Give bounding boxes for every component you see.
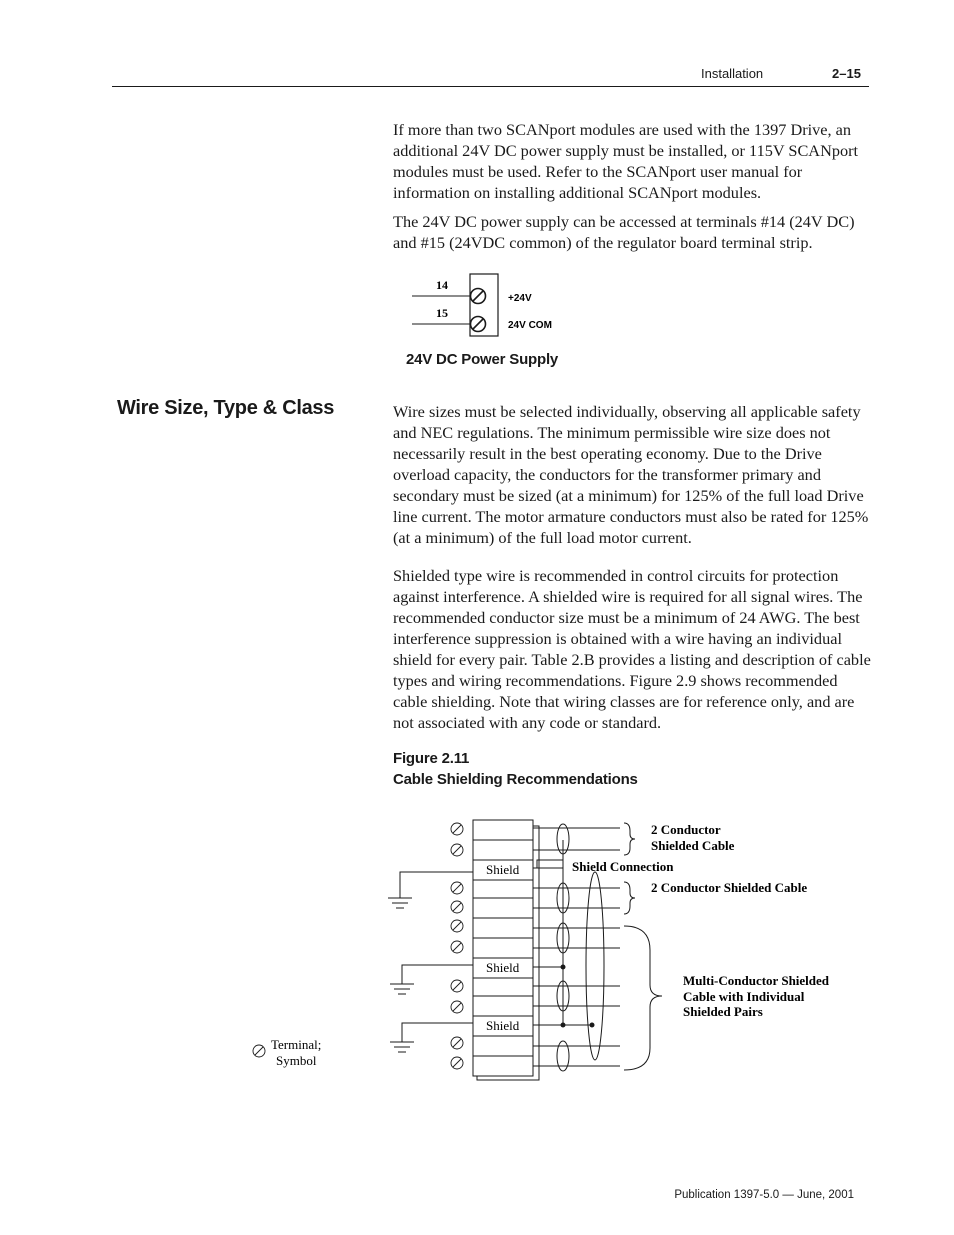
header-rule [112, 86, 869, 87]
ground-wire [402, 965, 473, 984]
terminal-symbol-icon [451, 844, 463, 856]
intro-paragraph-2: The 24V DC power supply can be accessed at terminals #14 (24V DC) and #15 (24VDC common) of the regulator board terminal strip. [393, 212, 855, 252]
screw-terminal-icon [471, 289, 486, 304]
screw-terminal-icon [471, 317, 486, 332]
power-supply-caption: 24V DC Power Supply [406, 351, 559, 368]
wire-size-paragraph: Wire sizes must be selected individually, observing all applicable safety and NEC regulations. The minimum permissible wire size does not necessarily result in the best operating economy. Due to the Drive overload capacity, the conductors for the transformer primary and secondary must be sized (at a minimum) for 125% of the full load Drive line current. The motor armature conductors must also be rated for 125% (at a minimum) of the full load motor current. [393, 402, 869, 547]
shield-label-3: Shield [486, 1018, 520, 1033]
page-number: 2–15 [832, 66, 861, 81]
shield-connection-label: Shield Connection [572, 859, 674, 874]
shield-label-1: Shield [486, 862, 520, 877]
ground-wire [402, 1023, 473, 1042]
brace-2-conductor-1 [624, 823, 635, 855]
intro-paragraph-1: If more than two SCANport modules are used with the 1397 Drive, an additional 24V DC power supply must be installed, or 115V SCANport modules must be used. Refer to the SCANport user manual for information on installing additional SCANport modules. [393, 120, 859, 202]
junction-dot [561, 1023, 566, 1028]
plus-24v-label: +24V [508, 293, 532, 304]
shielding-paragraph: Shielded type wire is recommended in control circuits for protection against interference. A shielded wire is required for all signal wires. The recommended conductor size must be a minimum of 24 AWG. The best interference suppression is obtained with a wire having an individual shield for every pair. Table 2.B provides a listing and description of cable types and wiring recommendations. Figure 2.9 shows recommended cable shielding. Note that wiring classes are for reference only, and are not associated with any code or standard. [393, 566, 871, 732]
terminal-symbol-icon [451, 941, 463, 953]
section-heading: Wire Size, Type & Class [117, 397, 335, 419]
multi-conductor-label-line-3: Shielded Pairs [683, 1004, 763, 1019]
terminal-15-number: 15 [436, 306, 448, 320]
terminal-14-number: 14 [436, 278, 448, 292]
brace-2-conductor-2 [624, 882, 635, 914]
shield-label-2: Shield [486, 960, 520, 975]
legend-terminal-label: Terminal; [271, 1037, 322, 1052]
publication-footer: Publication 1397-5.0 — June, 2001 [674, 1189, 854, 1201]
terminal-symbol-icon [451, 1057, 463, 1069]
running-header-section: Installation [701, 66, 764, 81]
junction-dot [561, 965, 566, 970]
terminal-symbol-icon [451, 882, 463, 894]
cable-2-label: 2 Conductor Shielded Cable [651, 880, 808, 895]
legend-terminal-icon [253, 1045, 265, 1057]
power-supply-diagram [400, 268, 580, 340]
junction-dot [590, 1023, 595, 1028]
multi-conductor-label-line-1: Multi-Conductor Shielded [683, 973, 830, 988]
24v-com-label: 24V COM [508, 320, 552, 331]
figure-number: Figure 2.11 [393, 750, 470, 767]
legend-symbol-label: Symbol [276, 1053, 317, 1068]
terminal-symbol-icon [451, 1001, 463, 1013]
outer-shield-ellipse [586, 872, 604, 1060]
cable-1-label-line-2: Shielded Cable [651, 838, 735, 853]
figure-title: Cable Shielding Recommendations [393, 771, 638, 788]
terminal-symbol-icon [451, 1037, 463, 1049]
cable-shielding-diagram [240, 810, 860, 1090]
terminal-symbol-icon [451, 980, 463, 992]
terminal-strip [473, 820, 533, 1076]
multi-conductor-label-line-2: Cable with Individual [683, 989, 805, 1004]
cable-1-label-line-1: 2 Conductor [651, 822, 721, 837]
brace-multi-conductor [624, 926, 662, 1070]
terminal-symbol-icon [451, 920, 463, 932]
terminal-symbol-icon [451, 823, 463, 835]
terminal-symbol-icon [451, 901, 463, 913]
